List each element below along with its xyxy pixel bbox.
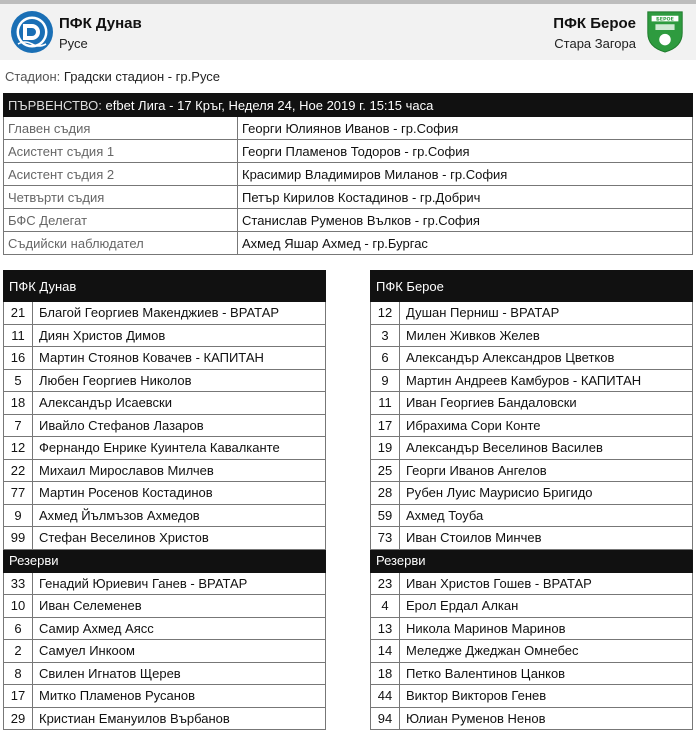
match-text: efbet Лига - 17 Кръг, Неделя 24, Ное 2019 г. 15:15 часа [105, 97, 434, 113]
player-row[interactable] [371, 414, 693, 437]
official-role: Асистент съдия 1 [4, 140, 238, 163]
home-team-name[interactable]: ПФК Дунав [59, 15, 142, 32]
player-row[interactable] [371, 324, 693, 347]
official-row [4, 209, 693, 232]
player-name[interactable]: Ерол Ердал Алкан [400, 595, 693, 618]
player-row[interactable] [371, 504, 693, 527]
player-name[interactable]: Ивайло Стефанов Лазаров [33, 414, 326, 437]
player-name[interactable]: Иван Христов Гошев - ВРАТАР [400, 572, 693, 595]
beroe-logo-text: БЕРОЕ [656, 17, 674, 23]
player-number: 13 [371, 617, 400, 640]
official-name: Георги Юлиянов Иванов - гр.София [238, 117, 693, 140]
reserves-title [4, 549, 326, 572]
player-row[interactable] [4, 392, 326, 415]
lineup-title-label: ПФК Берое [371, 271, 693, 302]
player-number: 11 [4, 324, 33, 347]
player-row[interactable] [371, 527, 693, 550]
official-row [4, 186, 693, 209]
player-name[interactable]: Кристиан Емануилов Върбанов [33, 707, 326, 730]
lineup-title [371, 271, 693, 302]
dunav-logo-icon [10, 10, 54, 54]
player-number: 7 [4, 414, 33, 437]
player-name[interactable]: Рубен Луис Маурисио Бригидо [400, 482, 693, 505]
officials-table [3, 93, 693, 255]
player-number: 4 [371, 595, 400, 618]
player-number: 3 [371, 324, 400, 347]
player-number: 16 [4, 347, 33, 370]
player-number: 18 [4, 392, 33, 415]
player-name[interactable]: Генадий Юриевич Ганев - ВРАТАР [33, 572, 326, 595]
player-number: 9 [371, 369, 400, 392]
official-role: Главен съдия [4, 117, 238, 140]
match-header [0, 4, 696, 60]
player-name[interactable]: Никола Маринов Маринов [400, 617, 693, 640]
player-name[interactable]: Мартин Андреев Камбуров - КАПИТАН [400, 369, 693, 392]
player-row[interactable] [4, 437, 326, 460]
away-team-name[interactable]: ПФК Берое [553, 15, 636, 32]
player-name[interactable]: Георги Иванов Ангелов [400, 459, 693, 482]
player-number: 8 [4, 662, 33, 685]
player-row[interactable] [4, 504, 326, 527]
player-row[interactable] [4, 414, 326, 437]
player-name[interactable]: Диян Христов Димов [33, 324, 326, 347]
player-number: 73 [371, 527, 400, 550]
home-lineup-table [3, 270, 326, 730]
player-row[interactable] [371, 302, 693, 325]
player-row[interactable] [371, 707, 693, 730]
player-name[interactable]: Александър Веселинов Василев [400, 437, 693, 460]
player-number: 17 [371, 414, 400, 437]
player-number: 10 [4, 595, 33, 618]
player-row[interactable] [4, 302, 326, 325]
player-name[interactable]: Фернандо Енрике Куинтела Кавалканте [33, 437, 326, 460]
player-name[interactable]: Александър Исаевски [33, 392, 326, 415]
player-number: 6 [371, 347, 400, 370]
home-team-city: Русе [59, 36, 88, 51]
player-number: 22 [4, 459, 33, 482]
player-row[interactable] [371, 437, 693, 460]
official-row [4, 117, 693, 140]
official-role: Съдийски наблюдател [4, 232, 238, 255]
player-row[interactable] [4, 617, 326, 640]
player-name[interactable]: Меледже Джеджан Омнебес [400, 640, 693, 663]
player-name[interactable]: Мартин Стоянов Ковачев - КАПИТАН [33, 347, 326, 370]
player-row[interactable] [371, 347, 693, 370]
player-name[interactable]: Ахмед Тоуба [400, 504, 693, 527]
player-row[interactable] [4, 685, 326, 708]
lineup-title-label: ПФК Дунав [4, 271, 326, 302]
player-name[interactable]: Ахмед Йълмъзов Ахмедов [33, 504, 326, 527]
away-team-city: Стара Загора [554, 36, 636, 51]
official-name: Петър Кирилов Костадинов - гр.Добрич [238, 186, 693, 209]
player-row[interactable] [4, 459, 326, 482]
player-name[interactable]: Любен Георгиев Николов [33, 369, 326, 392]
player-row[interactable] [371, 392, 693, 415]
player-row[interactable] [4, 369, 326, 392]
player-number: 17 [4, 685, 33, 708]
official-name: Красимир Владимиров Миланов - гр.София [238, 163, 693, 186]
player-number: 28 [371, 482, 400, 505]
official-name: Ахмед Яшар Ахмед - гр.Бургас [238, 232, 693, 255]
player-number: 59 [371, 504, 400, 527]
away-lineup-table [370, 270, 693, 730]
player-name[interactable]: Михаил Мирославов Милчев [33, 459, 326, 482]
lineup-title [4, 271, 326, 302]
player-number: 77 [4, 482, 33, 505]
player-row[interactable] [4, 707, 326, 730]
beroe-logo-icon [643, 9, 687, 53]
reserves-title [371, 549, 693, 572]
official-row [4, 232, 693, 255]
player-row[interactable] [371, 640, 693, 663]
player-row[interactable] [4, 595, 326, 618]
player-name[interactable]: Мартин Росенов Костадинов [33, 482, 326, 505]
player-row[interactable] [371, 685, 693, 708]
player-row[interactable] [371, 459, 693, 482]
player-number: 11 [371, 392, 400, 415]
official-role: БФС Делегат [4, 209, 238, 232]
match-prefix: ПЪРВЕНСТВО: [8, 97, 102, 113]
player-name[interactable]: Душан Перниш - ВРАТАР [400, 302, 693, 325]
player-name[interactable]: Петко Валентинов Цанков [400, 662, 693, 685]
player-name[interactable]: Иван Георгиев Бандаловски [400, 392, 693, 415]
match-row [4, 94, 693, 117]
player-name[interactable]: Стефан Веселинов Христов [33, 527, 326, 550]
player-row[interactable] [371, 482, 693, 505]
official-name: Георги Пламенов Тодоров - гр.София [238, 140, 693, 163]
reserves-title-label: Резерви [4, 549, 326, 572]
player-row[interactable] [4, 324, 326, 347]
player-number: 2 [4, 640, 33, 663]
player-number: 12 [371, 302, 400, 325]
player-row[interactable] [4, 347, 326, 370]
player-name[interactable]: Иван Селеменев [33, 595, 326, 618]
player-number: 29 [4, 707, 33, 730]
player-row[interactable] [4, 662, 326, 685]
player-name[interactable]: Виктор Викторов Генев [400, 685, 693, 708]
player-number: 21 [4, 302, 33, 325]
reserves-title-label: Резерви [371, 549, 693, 572]
player-row[interactable] [4, 572, 326, 595]
player-name[interactable]: Благой Георгиев Макенджиев - ВРАТАР [33, 302, 326, 325]
official-role: Четвърти съдия [4, 186, 238, 209]
player-number: 5 [4, 369, 33, 392]
official-row [4, 163, 693, 186]
player-name[interactable]: Милен Живков Желев [400, 324, 693, 347]
player-row[interactable] [371, 595, 693, 618]
player-number: 99 [4, 527, 33, 550]
stadium-label: Стадион: [5, 69, 61, 84]
player-number: 25 [371, 459, 400, 482]
stadium-value: Градски стадион - гр.Русе [63, 69, 221, 84]
player-name[interactable]: Свилен Игнатов Щерев [33, 662, 326, 685]
player-name[interactable]: Александър Александров Цветков [400, 347, 693, 370]
player-name[interactable]: Иван Стоилов Минчев [400, 527, 693, 550]
official-role: Асистент съдия 2 [4, 163, 238, 186]
official-name: Станислав Руменов Вълков - гр.София [238, 209, 693, 232]
player-number: 9 [4, 504, 33, 527]
stadium-info [5, 69, 220, 84]
player-number: 19 [371, 437, 400, 460]
player-number: 12 [4, 437, 33, 460]
player-number: 33 [4, 572, 33, 595]
player-number: 94 [371, 707, 400, 730]
official-row [4, 140, 693, 163]
player-row[interactable] [371, 662, 693, 685]
player-name[interactable]: Митко Пламенов Русанов [33, 685, 326, 708]
player-row[interactable] [4, 640, 326, 663]
player-name[interactable]: Самир Ахмед Аясс [33, 617, 326, 640]
player-number: 23 [371, 572, 400, 595]
player-number: 14 [371, 640, 400, 663]
player-row[interactable] [371, 572, 693, 595]
player-name[interactable]: Ибрахима Сори Конте [400, 414, 693, 437]
player-number: 18 [371, 662, 400, 685]
player-name[interactable]: Самуел Инкоом [33, 640, 326, 663]
player-number: 44 [371, 685, 400, 708]
player-number: 6 [4, 617, 33, 640]
player-row[interactable] [371, 617, 693, 640]
player-name[interactable]: Юлиан Руменов Ненов [400, 707, 693, 730]
player-row[interactable] [4, 482, 326, 505]
player-row[interactable] [371, 369, 693, 392]
player-row[interactable] [4, 527, 326, 550]
